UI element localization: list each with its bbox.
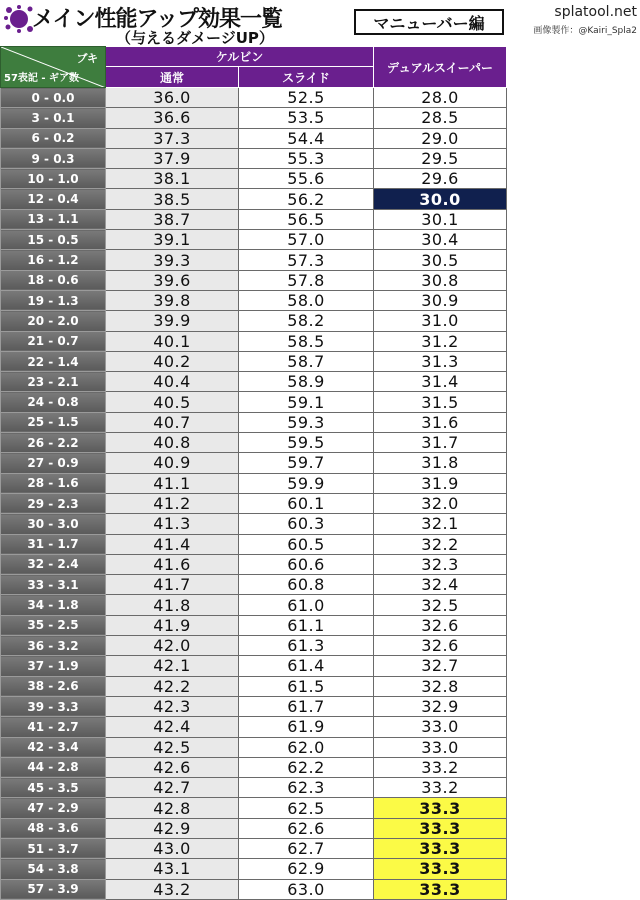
row-label: 32 - 2.4 — [1, 554, 106, 574]
cell-dual: 32.3 — [374, 554, 507, 574]
cell-slide: 60.6 — [239, 554, 374, 574]
cell-slide: 61.4 — [239, 656, 374, 676]
row-label: 31 - 1.7 — [1, 534, 106, 554]
cell-dual: 33.0 — [374, 737, 507, 757]
cell-slide: 62.9 — [239, 859, 374, 879]
table-row — [1, 88, 507, 108]
damage-table — [0, 46, 507, 900]
row-label: 38 - 2.6 — [1, 676, 106, 696]
cell-dual: 29.6 — [374, 169, 507, 189]
weapon-class-label: マニューバー編 — [354, 9, 504, 35]
row-label: 36 - 3.2 — [1, 636, 106, 656]
cell-dual: 31.9 — [374, 473, 507, 493]
cell-slide: 61.0 — [239, 595, 374, 615]
cell-dual: 31.8 — [374, 453, 507, 473]
corner-weapon-label: ブキ — [76, 52, 98, 65]
cell-normal: 39.8 — [106, 290, 239, 310]
cell-dual: 29.5 — [374, 148, 507, 168]
cell-normal: 41.2 — [106, 493, 239, 513]
row-label: 28 - 1.6 — [1, 473, 106, 493]
cell-dual: 30.0 — [374, 189, 507, 209]
cell-dual: 32.4 — [374, 575, 507, 595]
cell-slide: 59.9 — [239, 473, 374, 493]
row-label: 45 - 3.5 — [1, 778, 106, 798]
table-row — [1, 148, 507, 168]
table-row — [1, 392, 507, 412]
cell-dual: 32.1 — [374, 514, 507, 534]
cell-dual: 30.4 — [374, 230, 507, 250]
cell-dual: 32.2 — [374, 534, 507, 554]
cell-slide: 57.8 — [239, 270, 374, 290]
row-label: 29 - 2.3 — [1, 493, 106, 513]
cell-slide: 59.7 — [239, 453, 374, 473]
cell-dual: 32.7 — [374, 656, 507, 676]
cell-slide: 57.3 — [239, 250, 374, 270]
cell-dual: 33.3 — [374, 859, 507, 879]
cell-dual: 30.9 — [374, 290, 507, 310]
cell-normal: 41.7 — [106, 575, 239, 595]
row-label: 22 - 1.4 — [1, 351, 106, 371]
table-row — [1, 879, 507, 899]
row-label: 20 - 2.0 — [1, 311, 106, 331]
cell-slide: 56.5 — [239, 209, 374, 229]
row-label: 51 - 3.7 — [1, 838, 106, 858]
cell-slide: 59.5 — [239, 433, 374, 453]
cell-dual: 33.3 — [374, 838, 507, 858]
cell-normal: 43.2 — [106, 879, 239, 899]
cell-normal: 37.3 — [106, 128, 239, 148]
row-label: 9 - 0.3 — [1, 148, 106, 168]
cell-dual: 33.2 — [374, 757, 507, 777]
cell-dual: 31.5 — [374, 392, 507, 412]
row-label: 15 - 0.5 — [1, 230, 106, 250]
cell-normal: 42.7 — [106, 778, 239, 798]
cell-slide: 52.5 — [239, 88, 374, 108]
cell-slide: 57.0 — [239, 230, 374, 250]
cell-dual: 32.9 — [374, 696, 507, 716]
cell-normal: 43.1 — [106, 859, 239, 879]
cell-normal: 38.7 — [106, 209, 239, 229]
table-row — [1, 493, 507, 513]
cell-slide: 58.9 — [239, 372, 374, 392]
cell-normal: 40.9 — [106, 453, 239, 473]
cell-normal: 39.1 — [106, 230, 239, 250]
cell-slide: 54.4 — [239, 128, 374, 148]
row-label: 47 - 2.9 — [1, 798, 106, 818]
row-label: 37 - 1.9 — [1, 656, 106, 676]
row-label: 23 - 2.1 — [1, 372, 106, 392]
table-row — [1, 331, 507, 351]
cell-slide: 53.5 — [239, 108, 374, 128]
table-row — [1, 473, 507, 493]
cell-slide: 60.5 — [239, 534, 374, 554]
cell-slide: 62.6 — [239, 818, 374, 838]
row-label: 44 - 2.8 — [1, 757, 106, 777]
cell-normal: 42.6 — [106, 757, 239, 777]
cell-slide: 58.0 — [239, 290, 374, 310]
cell-slide: 55.6 — [239, 169, 374, 189]
cell-dual: 31.0 — [374, 311, 507, 331]
cell-slide: 61.3 — [239, 636, 374, 656]
table-row — [1, 311, 507, 331]
row-label: 41 - 2.7 — [1, 717, 106, 737]
cell-dual: 32.0 — [374, 493, 507, 513]
cell-dual: 33.3 — [374, 798, 507, 818]
row-label: 18 - 0.6 — [1, 270, 106, 290]
table-row — [1, 838, 507, 858]
table-row — [1, 636, 507, 656]
cell-slide: 60.3 — [239, 514, 374, 534]
table-row — [1, 433, 507, 453]
row-label: 48 - 3.6 — [1, 818, 106, 838]
cell-dual: 33.3 — [374, 818, 507, 838]
row-label: 30 - 3.0 — [1, 514, 106, 534]
table-row — [1, 270, 507, 290]
cell-slide: 58.7 — [239, 351, 374, 371]
cell-normal: 38.1 — [106, 169, 239, 189]
cell-dual: 28.0 — [374, 88, 507, 108]
cell-normal: 39.6 — [106, 270, 239, 290]
cell-dual: 32.6 — [374, 615, 507, 635]
cell-normal: 42.1 — [106, 656, 239, 676]
cell-slide: 62.5 — [239, 798, 374, 818]
row-label: 13 - 1.1 — [1, 209, 106, 229]
row-label: 39 - 3.3 — [1, 696, 106, 716]
table-row — [1, 534, 507, 554]
cell-dual: 32.6 — [374, 636, 507, 656]
row-label: 10 - 1.0 — [1, 169, 106, 189]
row-label: 21 - 0.7 — [1, 331, 106, 351]
cell-dual: 31.4 — [374, 372, 507, 392]
row-label: 35 - 2.5 — [1, 615, 106, 635]
row-label: 42 - 3.4 — [1, 737, 106, 757]
column-header-dual: デュアルスイーパー — [374, 47, 507, 88]
cell-normal: 37.9 — [106, 148, 239, 168]
cell-dual: 30.1 — [374, 209, 507, 229]
cell-normal: 42.5 — [106, 737, 239, 757]
cell-slide: 58.2 — [239, 311, 374, 331]
table-row — [1, 859, 507, 879]
cell-slide: 62.7 — [239, 838, 374, 858]
cell-normal: 40.5 — [106, 392, 239, 412]
table-row — [1, 717, 507, 737]
cell-normal: 41.9 — [106, 615, 239, 635]
cell-slide: 62.0 — [239, 737, 374, 757]
table-row — [1, 656, 507, 676]
cell-normal: 40.8 — [106, 433, 239, 453]
table-row — [1, 554, 507, 574]
cell-dual: 33.2 — [374, 778, 507, 798]
cell-normal: 41.6 — [106, 554, 239, 574]
cell-normal: 40.1 — [106, 331, 239, 351]
table-row — [1, 351, 507, 371]
page-title: メイン性能アップ効果一覧 — [32, 7, 283, 32]
cell-normal: 41.3 — [106, 514, 239, 534]
cell-dual: 31.2 — [374, 331, 507, 351]
row-label: 16 - 1.2 — [1, 250, 106, 270]
cell-dual: 30.5 — [374, 250, 507, 270]
table-row — [1, 757, 507, 777]
cell-normal: 36.0 — [106, 88, 239, 108]
row-label: 27 - 0.9 — [1, 453, 106, 473]
cell-slide: 58.5 — [239, 331, 374, 351]
table-corner — [1, 47, 106, 88]
cell-slide: 55.3 — [239, 148, 374, 168]
column-header-slide: スライド — [239, 67, 374, 88]
column-group-header: ケルビン — [106, 47, 374, 67]
table-row — [1, 737, 507, 757]
cell-slide: 61.1 — [239, 615, 374, 635]
row-label: 3 - 0.1 — [1, 108, 106, 128]
cell-dual: 31.6 — [374, 412, 507, 432]
table-row — [1, 128, 507, 148]
cell-slide: 59.1 — [239, 392, 374, 412]
table-row — [1, 290, 507, 310]
table-row — [1, 818, 507, 838]
cell-dual: 30.8 — [374, 270, 507, 290]
table-row — [1, 676, 507, 696]
cell-normal: 39.3 — [106, 250, 239, 270]
cell-dual: 32.5 — [374, 595, 507, 615]
cell-slide: 60.8 — [239, 575, 374, 595]
row-label: 19 - 1.3 — [1, 290, 106, 310]
cell-normal: 39.9 — [106, 311, 239, 331]
corner-gear-label: 57表記 - ギア数 — [4, 73, 80, 84]
table-row — [1, 230, 507, 250]
table-row — [1, 696, 507, 716]
cell-slide: 61.9 — [239, 717, 374, 737]
cell-normal: 42.0 — [106, 636, 239, 656]
cell-normal: 42.8 — [106, 798, 239, 818]
table-row — [1, 514, 507, 534]
table-row — [1, 453, 507, 473]
table-row — [1, 778, 507, 798]
cell-slide: 61.7 — [239, 696, 374, 716]
row-label: 25 - 1.5 — [1, 412, 106, 432]
table-row — [1, 169, 507, 189]
table-row — [1, 209, 507, 229]
credit-text: 画像製作：@Kairi_Spla2 — [533, 26, 637, 36]
row-label: 26 - 2.2 — [1, 433, 106, 453]
page-subtitle: （与えるダメージUP） — [116, 29, 274, 47]
cell-slide: 56.2 — [239, 189, 374, 209]
cell-slide: 62.3 — [239, 778, 374, 798]
table-row — [1, 372, 507, 392]
cell-normal: 40.7 — [106, 412, 239, 432]
cell-normal: 40.2 — [106, 351, 239, 371]
cell-normal: 41.4 — [106, 534, 239, 554]
table-row — [1, 189, 507, 209]
row-label: 54 - 3.8 — [1, 859, 106, 879]
row-label: 6 - 0.2 — [1, 128, 106, 148]
cell-slide: 60.1 — [239, 493, 374, 513]
row-label: 57 - 3.9 — [1, 879, 106, 899]
cell-normal: 36.6 — [106, 108, 239, 128]
site-name: splatool.net — [554, 4, 637, 20]
table-row — [1, 595, 507, 615]
cell-dual: 33.3 — [374, 879, 507, 899]
table-row — [1, 575, 507, 595]
table-row — [1, 108, 507, 128]
cell-dual: 31.3 — [374, 351, 507, 371]
cell-normal: 41.8 — [106, 595, 239, 615]
cell-normal: 42.2 — [106, 676, 239, 696]
row-label: 33 - 3.1 — [1, 575, 106, 595]
column-header-normal: 通常 — [106, 67, 239, 88]
table-row — [1, 250, 507, 270]
cell-normal: 42.4 — [106, 717, 239, 737]
cell-normal: 38.5 — [106, 189, 239, 209]
cell-dual: 29.0 — [374, 128, 507, 148]
row-label: 34 - 1.8 — [1, 595, 106, 615]
cell-normal: 42.9 — [106, 818, 239, 838]
cell-dual: 33.0 — [374, 717, 507, 737]
cell-dual: 31.7 — [374, 433, 507, 453]
cell-slide: 63.0 — [239, 879, 374, 899]
cell-normal: 40.4 — [106, 372, 239, 392]
table-row — [1, 412, 507, 432]
cell-slide: 62.2 — [239, 757, 374, 777]
cell-normal: 42.3 — [106, 696, 239, 716]
cell-normal: 41.1 — [106, 473, 239, 493]
row-label: 0 - 0.0 — [1, 88, 106, 108]
row-label: 12 - 0.4 — [1, 189, 106, 209]
table-row — [1, 798, 507, 818]
table-row — [1, 615, 507, 635]
cell-dual: 28.5 — [374, 108, 507, 128]
cell-slide: 59.3 — [239, 412, 374, 432]
cell-dual: 32.8 — [374, 676, 507, 696]
row-label: 24 - 0.8 — [1, 392, 106, 412]
cell-normal: 43.0 — [106, 838, 239, 858]
cell-slide: 61.5 — [239, 676, 374, 696]
